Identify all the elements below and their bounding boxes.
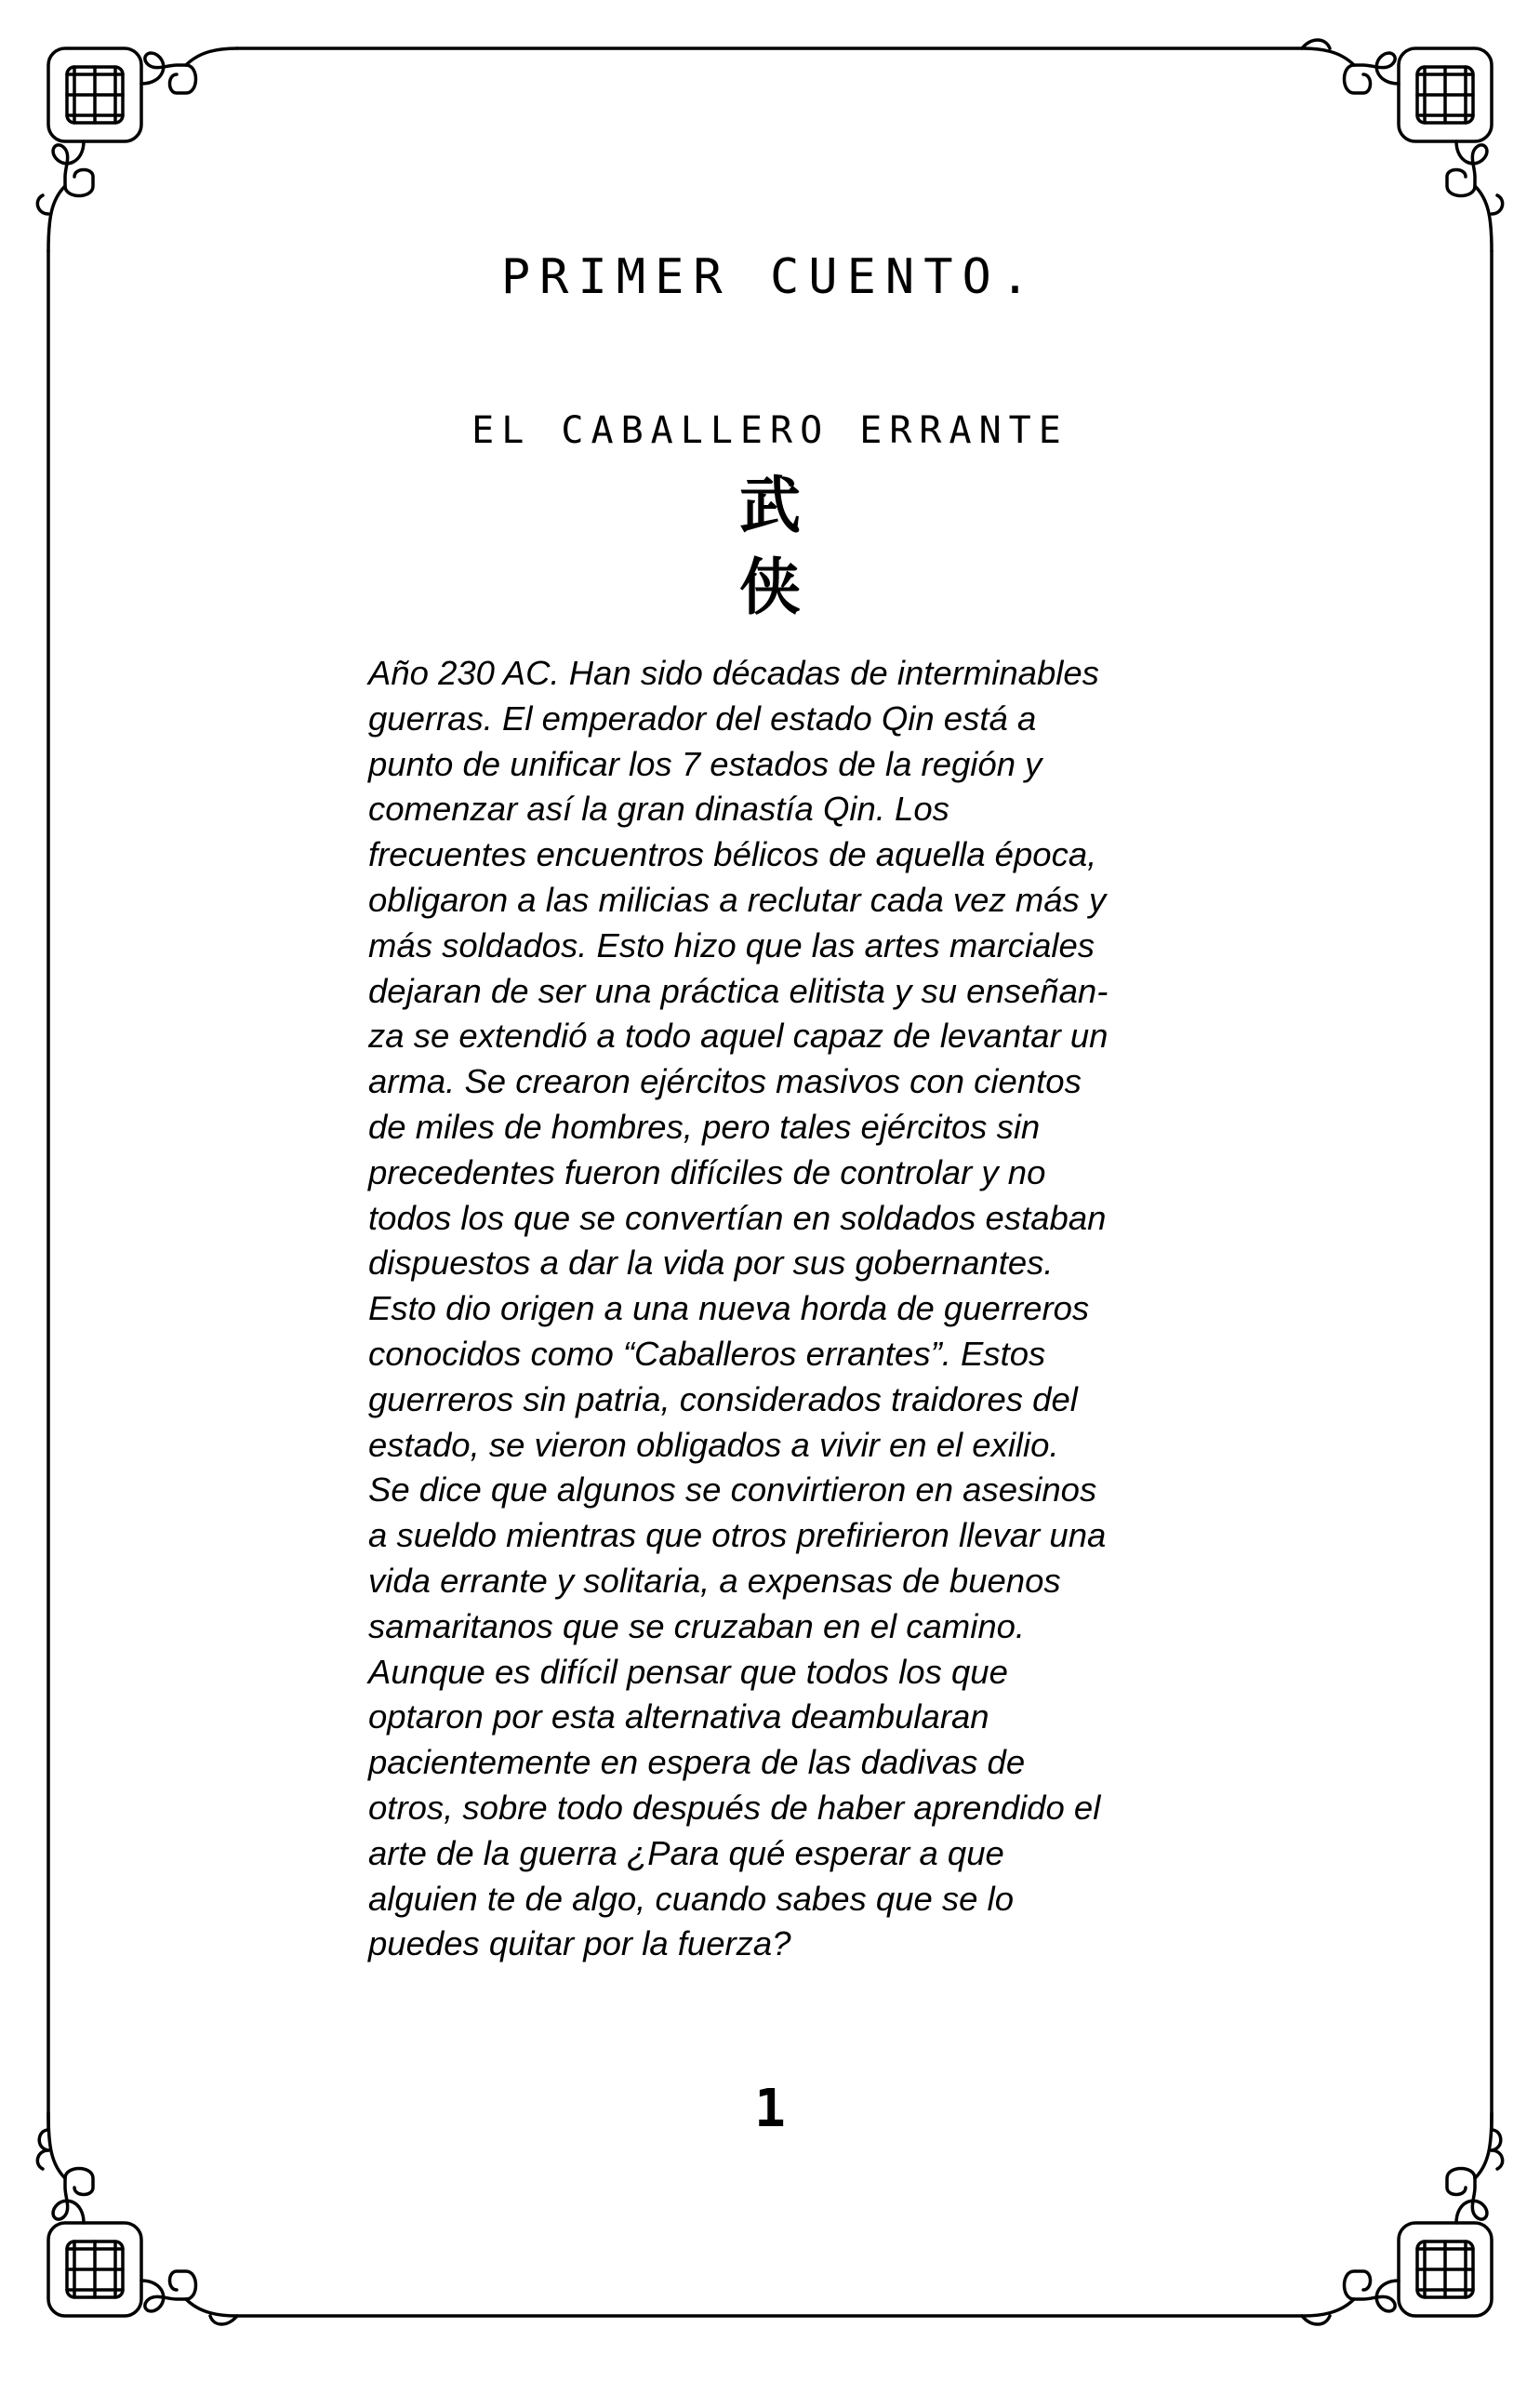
body-line: estado, se vieron obligados a vivir en el exilio. (368, 1425, 1059, 1464)
body-line: otros, sobre todo después de haber aprendido el (368, 1788, 1101, 1827)
corner-ornament-top-left (37, 48, 237, 251)
body-line: arte de la guerra ¿Para qué esperar a que (368, 1833, 1004, 1872)
body-line: Aunque es difícil pensar que todos los que (368, 1652, 1008, 1691)
body-line: frecuentes encuentros bélicos de aquella época, (368, 835, 1097, 874)
body-line: punto de unificar los 7 estados de la región y (368, 744, 1042, 783)
body-line: dispuestos a dar la vida por sus gobernantes. (368, 1244, 1054, 1283)
body-line: Esto dio origen a una nueva horda de guerreros (368, 1289, 1090, 1328)
corner-ornament-bottom-left (37, 2113, 237, 2316)
body-line: Se dice que algunos se convirtieron en asesinos (368, 1470, 1097, 1510)
body-line: dejaran de ser una práctica elitista y su enseñan- (368, 971, 1109, 1010)
story-body (368, 651, 1205, 1967)
body-line: arma. Se crearon ejércitos masivos con cientos (368, 1062, 1082, 1101)
story-title: EL CABALLERO ERRANTE (471, 409, 1069, 452)
corner-ornament-bottom-right (1303, 2113, 1503, 2316)
body-line: alguien te de algo, cuando sabes que se lo (368, 1879, 1015, 1918)
body-line: pacientemente en espera de las dadivas de (368, 1743, 1026, 1782)
body-line: conocidos como “Caballeros errantes”. Estos (368, 1334, 1046, 1373)
body-line: guerras. El emperador del estado Qin está a (368, 698, 1037, 738)
body-line: puedes quitar por la fuerza? (368, 1924, 791, 1963)
hanzi-character-xia: 侠 (739, 551, 801, 623)
body-line: Año 230 AC. Han sido décadas de interminables (368, 654, 1099, 692)
body-line: todos los que se convertían en soldados estaban (368, 1198, 1107, 1237)
body-line: za se extendió a todo aquel capaz de levantar un (368, 1017, 1109, 1056)
corner-ornament-top-right (1303, 48, 1503, 251)
body-line: vida errante y solitaria, a expensas de buenos (368, 1561, 1061, 1600)
body-line: más soldados. Esto hizo que las artes marciales (368, 925, 1095, 964)
body-line: precedentes fueron difíciles de controlar y no (368, 1152, 1046, 1191)
body-line: samaritanos que se cruzaban en el camino. (368, 1606, 1026, 1645)
body-line: obligaron a las milicias a reclutar cada vez más y (368, 880, 1107, 919)
hanzi-character-wu: 武 (739, 469, 801, 541)
body-line: comenzar así la gran dinastía Qin. Los (368, 790, 949, 829)
body-line: a sueldo mientras que otros prefirieron llevar una (368, 1516, 1107, 1555)
body-line: de miles de hombres, pero tales ejércitos sin (368, 1107, 1041, 1146)
chapter-title: PRIMER CUENTO. (500, 249, 1040, 305)
body-line: guerreros sin patria, considerados traidores del (368, 1379, 1078, 1418)
body-line: optaron por esta alternativa deambularan (368, 1697, 989, 1736)
page-number: 1 (754, 2079, 786, 2139)
